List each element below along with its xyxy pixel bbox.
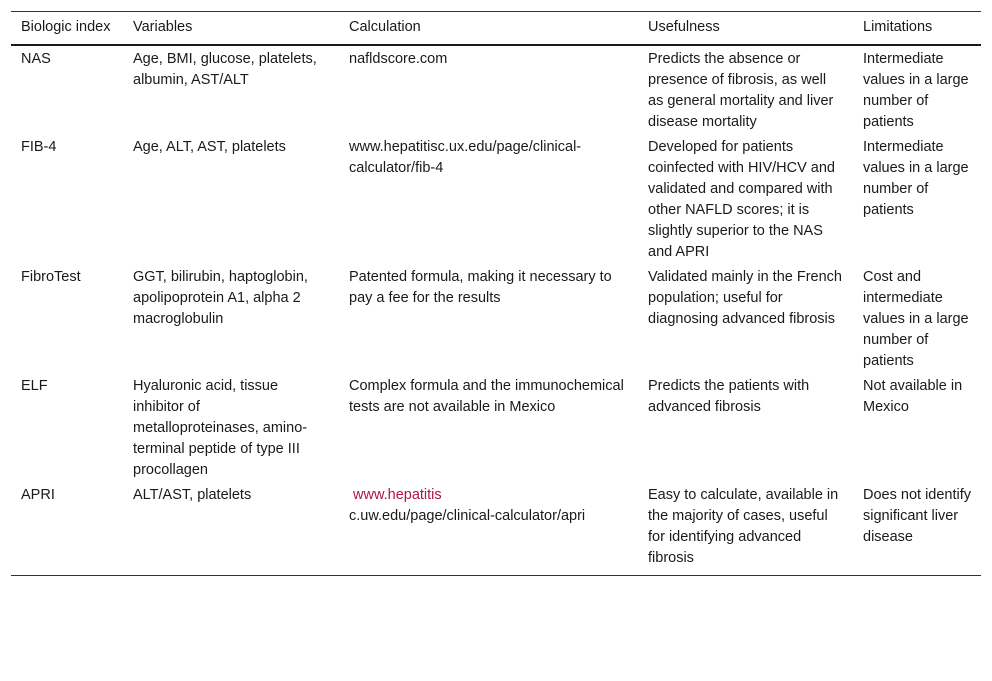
- table-header-row: [11, 12, 981, 46]
- cell-limitations: Intermediate values in a large number of patients: [863, 51, 969, 130]
- cell-calculation: Patented formula, making it necessary to pay a fee for the results: [349, 269, 612, 306]
- cell-usefulness: Predicts the patients with advanced fibrosis: [648, 378, 810, 415]
- cell-variables: Hyaluronic acid, tissue inhibitor of metalloproteinases, amino-terminal peptide of type III procollagen: [133, 378, 308, 478]
- cell-index: NAS: [21, 51, 51, 67]
- table-row: [11, 45, 981, 134]
- cell-variables: ALT/AST, platelets: [123, 482, 339, 576]
- cell-variables: Age, BMI, glucose, platelets, albumin, AST/ALT: [133, 51, 317, 88]
- cell-calculation: [339, 482, 638, 576]
- cell-limitations: Intermediate values in a large number of patients: [863, 139, 969, 218]
- cell-limitations: Not available in Mexico: [863, 378, 963, 415]
- header-usefulness: Usefulness: [638, 12, 853, 46]
- biologic-index-table-container: [11, 11, 981, 576]
- cell-variables: Age, ALT, AST, platelets: [133, 139, 286, 155]
- cell-index: FibroTest: [21, 269, 81, 285]
- cell-calculation: nafldscore.com: [349, 51, 448, 67]
- biologic-index-table: [11, 11, 981, 576]
- table-row: [11, 373, 981, 482]
- cell-usefulness: Validated mainly in the French population; useful for diagnosing advanced fibrosis: [648, 269, 842, 327]
- table-row: [11, 134, 981, 264]
- header-biologic-index: Biologic index: [11, 12, 123, 46]
- header-limitations: Limitations: [853, 12, 981, 46]
- cell-index: ELF: [21, 378, 48, 394]
- cell-variables: GGT, bilirubin, haptoglobin, apolipoprotein A1, alpha 2 macroglobulin: [133, 269, 308, 327]
- cell-usefulness: Predicts the absence or presence of fibrosis, as well as general mortality and liver disease mortality: [648, 51, 834, 130]
- header-variables: Variables: [123, 12, 339, 46]
- table-row: [11, 482, 981, 576]
- cell-index: APRI: [11, 482, 123, 576]
- cell-index: FIB-4: [21, 139, 57, 155]
- apri-calculator-url-rest: c.uw.edu/page/clinical-calculator/apri: [349, 508, 586, 524]
- cell-usefulness: Easy to calculate, available in the majority of cases, useful for identifying advanced fibrosis: [638, 482, 853, 576]
- cell-calculation: Complex formula and the immunochemical tests are not available in Mexico: [349, 378, 624, 415]
- cell-limitations: Does not identify significant liver disease: [853, 482, 981, 576]
- cell-usefulness: Developed for patients coinfected with HIV/HCV and validated and compared with other NAFLD scores; it is slightly superior to the NAS and APRI: [648, 139, 835, 260]
- header-calculation: Calculation: [339, 12, 638, 46]
- apri-calculator-link[interactable]: www.hepatitis: [353, 487, 442, 503]
- cell-calculation: www.hepatitisc.ux.edu/page/clinical-calculator/fib-4: [349, 139, 582, 176]
- cell-limitations: Cost and intermediate values in a large number of patients: [863, 269, 969, 369]
- table-row: [11, 264, 981, 373]
